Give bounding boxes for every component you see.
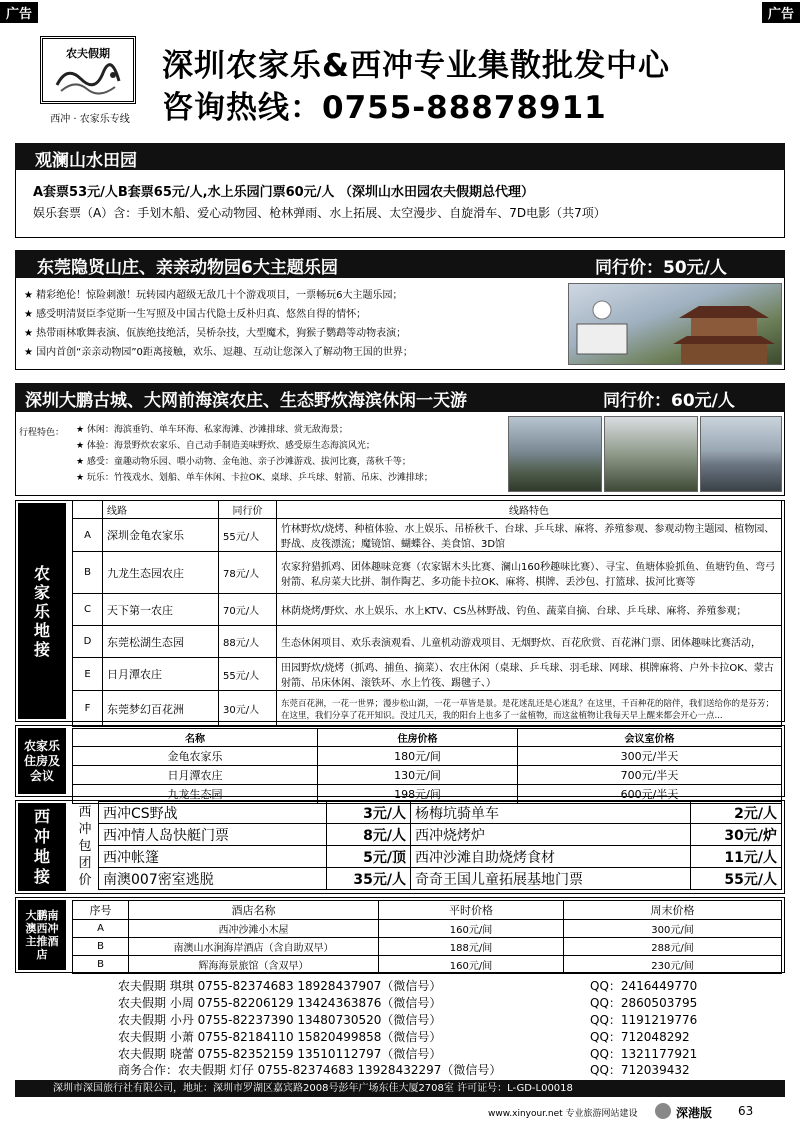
hotel-id: B [73,956,129,974]
table-row [73,658,782,691]
row-desc: 生态休闲项目、欢乐表演观看、儿童机动游戏项目、无烟野炊、百花欣赏、百花淋门票、团体趣味比赛活动， [277,626,782,658]
contact-qq: QQ：2416449770 [590,979,698,993]
hotel-name: 辉海海景旅馆（含双早） [129,956,379,974]
lodging-name: 九龙生态园 [73,785,318,804]
section2-bullet: ★ 热带雨林歌舞表演、佤族绝技绝活，吴桥杂技，大型魔术，狗猴子鹦鹉等动物表演； [24,328,407,339]
lodging-room: 130元/间 [318,766,518,785]
section2-bullets [24,286,413,362]
section1-banner [15,143,785,170]
pagoda-icon [569,284,782,365]
row-id: C [73,594,103,626]
ticket-price: 55元/人 [691,868,782,890]
ticket-price: 5元/顶 [327,846,411,868]
section3-features [76,422,433,486]
hotel-weekday: 160元/间 [379,956,564,974]
xichong-sub-label: 西冲包团价 [78,805,92,888]
logo-caption: 西冲 · 农家乐专线 [50,114,130,125]
ticket-name: 奇奇王国儿童拓展基地门票 [411,868,691,890]
footer-edition: 深港版 [676,1106,713,1120]
row-price: 30元/人 [219,691,277,727]
row-id: A [73,519,103,552]
header-title: 深圳农家乐&西冲专业集散批发中心 [162,48,671,84]
footer-company: 深圳市深国旅行社有限公司，地址：深圳市罗湖区嘉宾路2008号彭年广场东佳大厦2708室 许可证号：L-GD-L00018 [53,1083,573,1094]
table-row [99,824,782,846]
ticket-name: 西冲帐篷 [99,846,327,868]
logo-text: 农夫假期 [66,47,110,60]
section3-feature: ★ 感受：童趣动物乐园、喂小动物、金龟池、亲子沙滩游戏、拔河比赛，荡秋千等； [76,457,411,467]
contact-qq: QQ：712048292 [590,1030,690,1044]
features-label: 行程特色： [19,428,65,438]
hotel-weekend: 230元/间 [564,956,782,974]
footer-bar [15,1080,785,1097]
hotels-header: 周末价格 [564,901,782,920]
section2-title: 东莞隐贤山庄、亲亲动物园6大主题乐园 [37,258,338,278]
table-row [73,920,782,938]
xichong-table [98,801,782,890]
row-price: 55元/人 [219,519,277,552]
contact-line: 农夫假期 小丹 0755-82237390 13480730520（微信号） [118,1013,442,1027]
section3-price: 同行价：60元/人 [603,391,735,411]
row-price: 70元/人 [219,594,277,626]
contact-qq: QQ：1321177921 [590,1047,698,1061]
hotline: 咨询热线：0755-88878911 [162,90,607,126]
row-desc: 农家狩猎抓鸡、团体趣味竞赛（农家锯木头比赛、澜山160秒趣味比赛）、寻宝、鱼塘体验抓鱼、鱼塘钓鱼、弯弓射箭、私房菜大比拼、制作陶艺、多功能卡拉OK、麻将、棋牌、丢沙包、打篮球、拔河比赛等 [277,552,782,594]
row-price: 55元/人 [219,658,277,691]
contact-line: 商务合作：农夫假期 灯仔 0755-82374683 13928432297（微信号） [118,1063,502,1077]
section2-banner [15,250,785,278]
ticket-price: 30元/炉 [691,824,782,846]
farm-header: 同行价 [219,501,277,519]
row-desc: 东莞百花洲，一花一世界；漫步松山湖，一花一草皆是景。是花迷乱还是心迷乱？在这里，千百种花的陪伴，我们送给你的是芬芳；在这里，我们分享了花开知识。没过几天，我的阳台上也多了一盆植物，而这盆植物让我每天早上醒来都会开心一点... [277,691,782,727]
row-name: 东莞梦幻百花洲 [103,691,219,727]
section3-title: 深圳大鹏古城、大网前海滨农庄、生态野炊海滨休闲一天游 [25,391,467,411]
table-row [73,938,782,956]
dragon-icon [53,61,123,95]
farm-side-label: 农家乐地接 [18,503,66,719]
ticket-price: 11元/人 [691,846,782,868]
row-id: B [73,552,103,594]
row-name: 日月潭农庄 [103,658,219,691]
hotels-table [72,900,782,974]
row-price: 88元/人 [219,626,277,658]
ticket-price: 2元/人 [691,802,782,824]
hotel-name: 南澳山水涧海岸酒店（含自助双早） [129,938,379,956]
footer-page: 63 [738,1104,754,1118]
contact-qq: QQ：712039432 [590,1063,690,1077]
lodging-side-label: 农家乐住房及会议 [18,728,66,794]
contact-line: 农夫假期 晓蕾 0755-82352159 13510112797（微信号） [118,1047,442,1061]
section3-banner [15,383,785,412]
farm-table [72,500,782,727]
farm-header: 线路 [103,501,219,519]
hotel-id: A [73,920,129,938]
contact-line: 农夫假期 小萧 0755-82184110 15820499858（微信号） [118,1030,442,1044]
table-row [73,691,782,727]
ticket-name: 西冲情人岛快艇门票 [99,824,327,846]
hotel-name: 西冲沙滩小木屋 [129,920,379,938]
row-name: 东莞松湖生态园 [103,626,219,658]
section2-bullet: ★ 精彩绝伦！惊险刺激！玩转园内超级无敌几十个游戏项目，一票畅玩6大主题乐园； [24,290,403,301]
section1-line1: A套票53元/人B套票65元/人,水上乐园门票60元/人 （深圳山水田园农夫假期总代理） [33,185,534,200]
section2-bullet: ★ 感受明清贤臣李觉斯一生写照及中国古代隐士反朴归真、悠然自得的情怀； [24,309,367,320]
ad-tag-right: 广告 [762,2,800,23]
row-desc: 竹林野炊/烧烤、种植体验、水上娱乐、吊桥秋千、台球、乒乓球、麻将、养殖参观、参观动物主题园、植物园、野战、皮筏漂流；魔镜馆、蝴蝶谷、美食馆、3D馆 [277,519,782,552]
ticket-name: 西冲CS野战 [99,802,327,824]
row-name: 深圳金龟农家乐 [103,519,219,552]
lodging-room: 180元/间 [318,747,518,766]
hotel-weekday: 188元/间 [379,938,564,956]
farm-header: 线路特色 [277,501,782,519]
ticket-price: 35元/人 [327,868,411,890]
ad-tag-left: 广告 [0,2,38,23]
row-desc: 林荫烧烤/野炊、水上娱乐、水上KTV、CS丛林野战、钓鱼、蔬菜自摘、台球、乒乓球、麻将、养殖参观； [277,594,782,626]
section3-feature: ★ 休闲：海滨垂钓、单车环海、私家海滩、沙滩排球、赏无敌海景； [76,425,348,435]
lodging-header: 住房价格 [318,729,518,747]
lodging-table [72,728,782,804]
section3-feature: ★ 玩乐：竹筏戏水、划船、单车休闲、卡拉OK、桌球、乒乓球、射箭、吊床、沙滩排球； [76,473,433,483]
lodging-meeting: 300元/半天 [518,747,782,766]
table-row [73,594,782,626]
beach-photo-2 [604,416,698,492]
hotel-id: B [73,938,129,956]
contact-line: 农夫假期 小周 0755-82206129 13424363876（微信号） [118,996,442,1010]
section2-bullet: ★ 国内首创“亲亲动物园”0距离接触，欢乐、逗趣、互动让您深入了解动物王国的世界； [24,347,413,358]
row-id: D [73,626,103,658]
section1-title: 观澜山水田园 [35,151,137,171]
table-row [73,956,782,974]
table-row [73,519,782,552]
beach-photo-1 [508,416,602,492]
lodging-meeting: 600元/半天 [518,785,782,804]
table-row [73,747,782,766]
table-row [73,626,782,658]
footer-site: www.xinyour.net 专业旅游网站建设 [488,1109,638,1119]
ticket-name: 杨梅坑骑单车 [411,802,691,824]
hotels-header: 序号 [73,901,129,920]
ticket-name: 西冲沙滩自助烧烤食材 [411,846,691,868]
row-id: F [73,691,103,727]
contact-qq: QQ：2860503795 [590,996,698,1010]
hotel-weekend: 288元/间 [564,938,782,956]
lodging-meeting: 700元/半天 [518,766,782,785]
ticket-name: 西冲烧烤炉 [411,824,691,846]
hotels-header: 平时价格 [379,901,564,920]
ticket-name: 南澳007密室逃脱 [99,868,327,890]
hotel-weekday: 160元/间 [379,920,564,938]
hotel-weekend: 300元/间 [564,920,782,938]
ticket-price: 3元/人 [327,802,411,824]
table-row [99,868,782,890]
lodging-name: 日月潭农庄 [73,766,318,785]
ticket-price: 8元/人 [327,824,411,846]
lodging-name: 金龟农家乐 [73,747,318,766]
park-photo [568,283,782,365]
row-desc: 田园野炊/烧烤（抓鸡、捕鱼、摘菜）、农庄休闲（桌球、乒乓球、羽毛球、网球、棋牌麻将、户外卡拉OK、蒙古射箭、吊床休闲、滚铁环、水上竹筏、踢毽子、） [277,658,782,691]
row-name: 九龙生态园农庄 [103,552,219,594]
section2-price: 同行价：50元/人 [595,258,727,278]
table-row [73,552,782,594]
hotels-header: 酒店名称 [129,901,379,920]
beach-photo-3 [700,416,782,492]
row-id: E [73,658,103,691]
xichong-side-label: 西冲地接 [18,803,66,891]
row-price: 78元/人 [219,552,277,594]
logo [40,36,136,104]
section1-line2: 娱乐套票（A）含：手划木船、爱心动物园、枪林弹雨、水上拓展、太空漫步、自旋滑车、7D电影（共7项） [33,206,606,220]
hotels-side-label: 大鹏南澳西冲主推酒店 [18,900,66,970]
lodging-header: 会议室价格 [518,729,782,747]
table-row [99,802,782,824]
table-row [99,846,782,868]
row-name: 天下第一农庄 [103,594,219,626]
contact-line: 农夫假期 琪琪 0755-82374683 18928437907（微信号） [118,979,442,993]
contact-qq: QQ：1191219776 [590,1013,698,1027]
section3-feature: ★ 体验：海景野炊农家乐、自己动手制造美味野炊、感受原生态海滨风光； [76,441,375,451]
lodging-header: 名称 [73,729,318,747]
table-row [73,766,782,785]
edition-icon [655,1103,671,1119]
lodging-room: 198元/间 [318,785,518,804]
